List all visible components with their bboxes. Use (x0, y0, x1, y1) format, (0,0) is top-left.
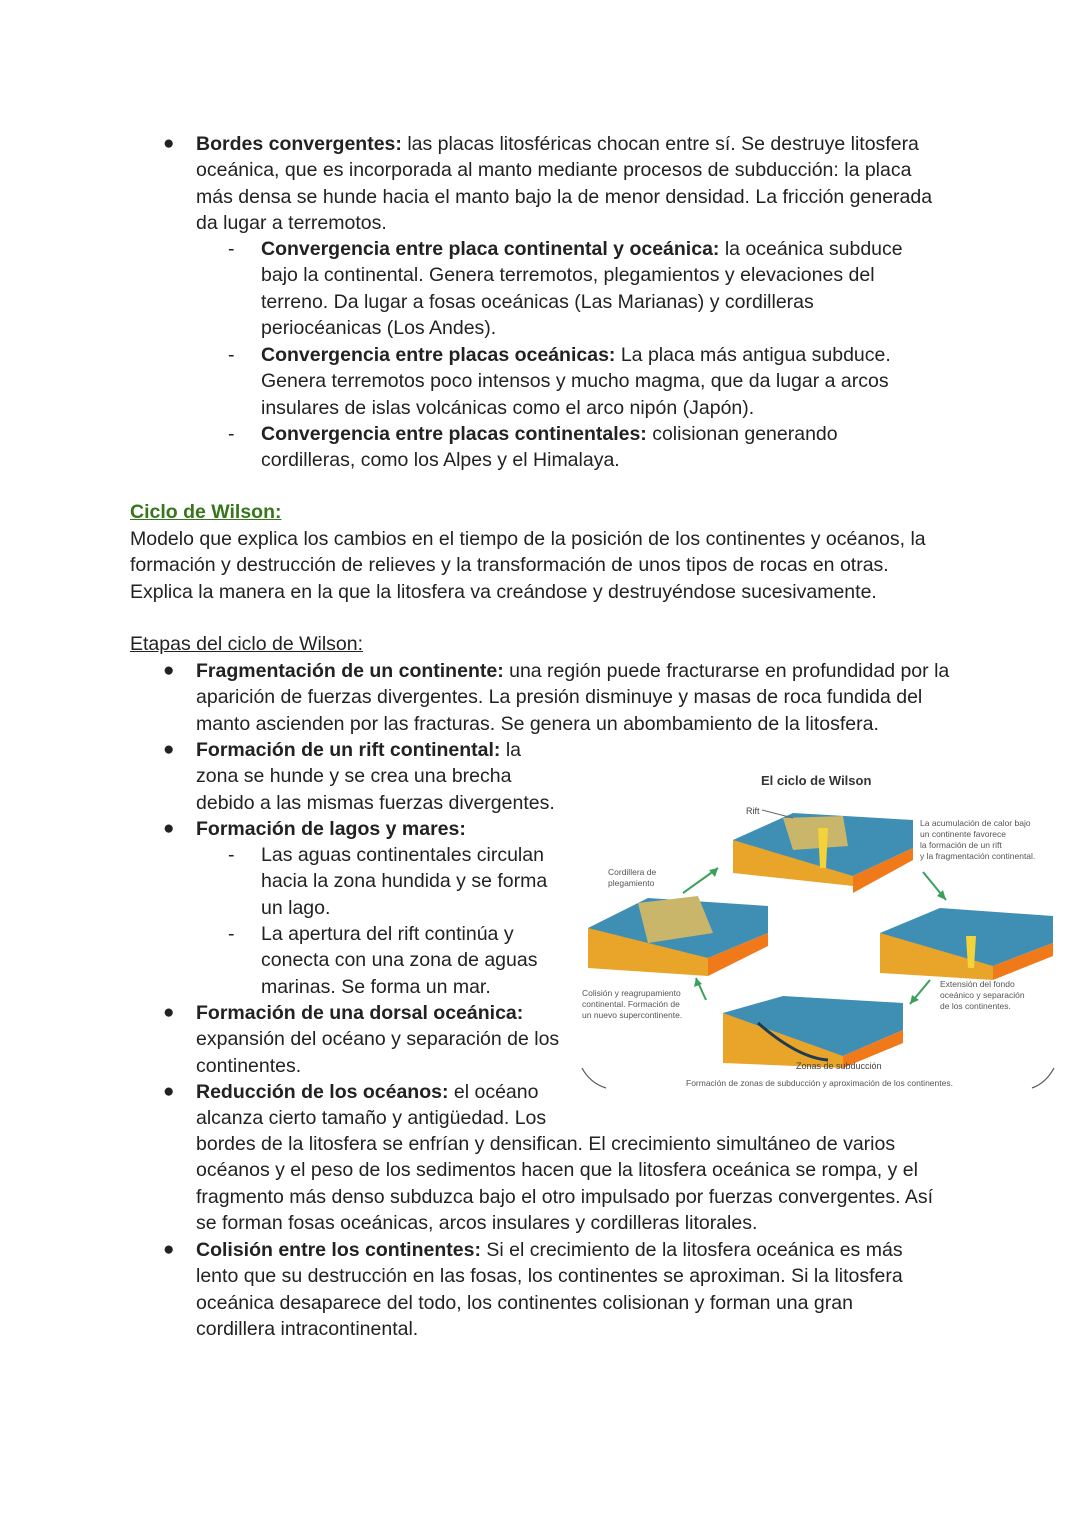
heat-label: La acumulación de calor bajo un continente favorece la formación de un rift y la fragmentación continental. (920, 818, 1036, 861)
stages-title: Etapas del ciclo de Wilson: (130, 633, 364, 655)
dash: - (228, 844, 235, 866)
subduction-block (723, 996, 903, 1068)
stage-2 (196, 737, 566, 816)
stage-3 (196, 816, 566, 842)
dash: - (228, 423, 235, 445)
dash: - (228, 923, 235, 945)
bullet: ● (163, 818, 175, 839)
bullet: ● (163, 1239, 175, 1260)
fold-label: Cordillera de plegamiento (608, 867, 657, 888)
convergence-item-2-text: La placa más antigua subduce. Genera terremotos poco intensos y mucho magma, que da lugar a arcos insulares de islas volcánicas como el arco nipón (Japón). (261, 344, 891, 419)
ocean-block (880, 908, 1053, 980)
dash: - (228, 238, 235, 260)
stage-5-text: el océano alcanza cierto tamaño y antigüedad. Los (196, 1081, 547, 1130)
convergence-item-2 (261, 342, 931, 421)
stage-4-text: expansión del océano y separación de los continentes. (196, 1028, 560, 1077)
convergence-item-3-text: colisionan generando cordilleras, como los Alpes y el Himalaya. (261, 423, 838, 472)
wilson-title: Ciclo de Wilson: (130, 501, 282, 523)
rift-block (733, 813, 913, 893)
stage-1-label: Fragmentación de un continente: (196, 660, 504, 682)
convergent-text: las placas litosféricas chocan entre sí. Se destruye litosfera oceánica, que es incorporada al manto mediante procesos de subducción: la placa más densa se hunde hacia el manto bajo la de menor densidad. La fricción generada da lugar a terremotos. (196, 133, 933, 234)
bullet: ● (163, 1002, 175, 1023)
wilson-cycle-figure (578, 768, 1058, 1098)
dash: - (228, 344, 235, 366)
stage-1 (196, 658, 956, 737)
collision-label: Colisión y reagrupamiento continental. Formación de un nuevo supercontinente. (582, 988, 683, 1020)
ocean-label: Extensión del fondo oceánico y separación de los continentes. (940, 979, 1025, 1011)
fold-block (588, 896, 768, 976)
convergence-item-2-label: Convergencia entre placas oceánicas: (261, 344, 616, 366)
arrow-head (694, 978, 702, 987)
lakes-subitem-1: Las aguas continentales circulan hacia la zona hundida y se forma un lago. (261, 844, 548, 919)
stage-5-continued (196, 1131, 956, 1236)
stage-5-label: Reducción de los océanos: (196, 1081, 449, 1103)
stage-4-label: Formación de una dorsal oceánica: (196, 1002, 524, 1024)
convergent-paragraph (196, 131, 946, 236)
stage-1-text: una región puede fracturarse en profundidad por la aparición de fuerzas divergentes. La presión disminuye y masas de roca fundida del manto ascienden por las fracturas. Se genera un abombamiento de la litosfera. (196, 660, 950, 735)
wilson-cycle-illustration (578, 768, 1058, 1098)
stage-5-start (196, 1079, 566, 1132)
subduction-label: Zonas de subducción (796, 1061, 882, 1071)
rift-label: Rift (746, 806, 760, 816)
convergent-label: Bordes convergentes: (196, 133, 402, 155)
figure-caption: Formación de zonas de subducción y aproximación de los continentes. (686, 1078, 953, 1088)
stage-3-label: Formación de lagos y mares: (196, 818, 466, 840)
stage-5-text-continued: bordes de la litosfera se enfrían y densifican. El crecimiento simultáneo de varios océanos y el peso de los sedimentos hacen que la litosfera oceánica se rompa, y el fragmento más denso subduzca bajo el otro impulsado por fuerzas convergentes. Así se forman fosas oceánicas, arcos insulares y cordilleras litorales. (196, 1133, 934, 1234)
stage-6 (196, 1237, 936, 1342)
lakes-subitem-2: La apertura del rift continúa y conecta con una zona de aguas marinas. Se forma un mar. (261, 923, 538, 998)
bullet: ● (163, 739, 175, 760)
bullet: ● (163, 133, 175, 154)
figure-title: El ciclo de Wilson (761, 773, 872, 788)
bullet: ● (163, 660, 175, 681)
stage-2-text: la zona se hunde y se crea una brecha debido a las mismas fuerzas divergentes. (196, 739, 555, 814)
corner-stroke (1032, 1068, 1054, 1088)
stage-4 (196, 1000, 571, 1079)
stage-6-text: Si el crecimiento de la litosfera oceánica es más lento que su destrucción en las fosas, los continentes se aproximan. Si la litosfera oceánica desaparece del todo, los continentes colisionan y forman una gran cordillera intracontinental. (196, 1239, 903, 1340)
corner-stroke (582, 1068, 606, 1088)
stage-6-label: Colisión entre los continentes: (196, 1239, 481, 1261)
convergence-item-1-label: Convergencia entre placa continental y oceánica: (261, 238, 720, 260)
convergence-item-3 (261, 421, 931, 474)
convergence-item-3-label: Convergencia entre placas continentales: (261, 423, 647, 445)
convergence-item-1-text: la oceánica subduce bajo la continental. Genera terremotos, plegamientos y elevaciones del terreno. Da lugar a fosas oceánicas (Las Marianas) y cordilleras periocéanicas (Los Andes). (261, 238, 903, 339)
rift-pointer (762, 810, 793, 818)
wilson-intro: Modelo que explica los cambios en el tiempo de la posición de los continentes y océanos, la formación y destrucción de relieves y la transformación de unos tipos de rocas en otras. Explica la manera en la que la litosfera va creándose y destruyéndose sucesivamente. (130, 528, 926, 603)
bullet: ● (163, 1081, 175, 1102)
convergence-item-1 (261, 236, 931, 341)
stage-2-label: Formación de un rift continental: (196, 739, 501, 761)
